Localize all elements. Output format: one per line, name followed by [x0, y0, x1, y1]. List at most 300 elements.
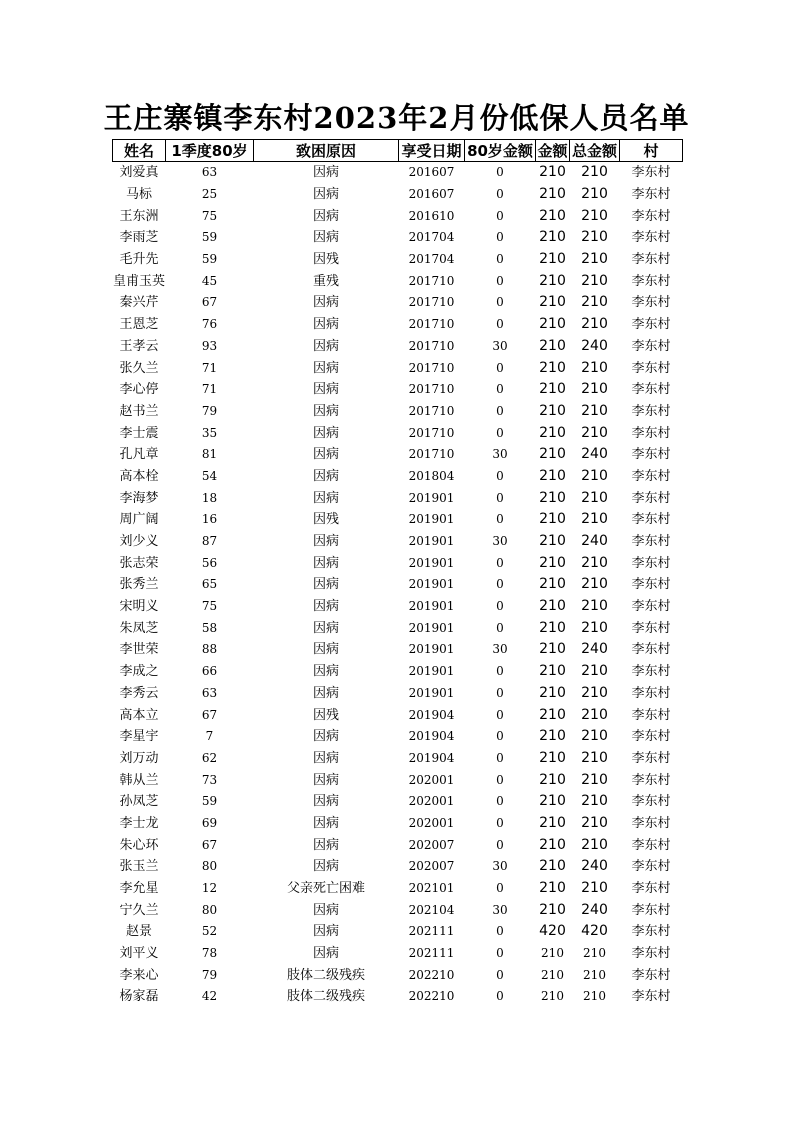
cell-total: 240	[581, 533, 608, 550]
cell-date: 202210	[408, 989, 455, 1004]
cell-amount: 210	[541, 946, 564, 961]
cell-date: 201704	[408, 230, 455, 245]
cell-age: 71	[201, 382, 218, 397]
cell-reason: 因病	[312, 837, 339, 853]
cell-village: 李东村	[631, 989, 671, 1005]
cell-bonus80: 0	[496, 664, 504, 679]
cell-amount: 210	[539, 511, 566, 528]
cell-reason: 因残	[312, 707, 339, 723]
cell-date: 202001	[408, 772, 455, 787]
cell-date: 201904	[408, 707, 455, 722]
cell-date: 202210	[408, 967, 455, 982]
header-name: 姓名	[113, 140, 166, 162]
cell-date: 201901	[408, 642, 455, 657]
cell-date: 201901	[408, 620, 455, 635]
cell-bonus80: 0	[496, 924, 504, 939]
cell-bonus80: 0	[496, 989, 504, 1004]
table-row	[113, 184, 683, 206]
table-row	[113, 466, 683, 488]
cell-date: 201901	[408, 555, 455, 570]
cell-village: 李东村	[631, 685, 671, 701]
cell-reason: 因病	[312, 859, 339, 875]
cell-amount: 210	[539, 641, 566, 658]
cell-age: 62	[201, 750, 218, 765]
cell-village: 李东村	[631, 859, 671, 875]
cell-total: 210	[581, 359, 608, 376]
cell-bonus80: 0	[496, 794, 504, 809]
cell-date: 201710	[408, 338, 455, 353]
cell-name: 李秀云	[119, 685, 159, 701]
cell-name: 王孝云	[119, 338, 159, 354]
cell-amount: 210	[539, 446, 566, 463]
table-body	[113, 162, 683, 1008]
table-row	[113, 856, 683, 878]
cell-total: 240	[581, 446, 608, 463]
cell-name: 李士震	[119, 425, 159, 441]
table-row	[113, 813, 683, 835]
cell-date: 201901	[408, 685, 455, 700]
cell-village: 李东村	[631, 252, 671, 268]
cell-reason: 因病	[312, 490, 339, 506]
cell-total: 210	[581, 771, 608, 788]
cell-age: 73	[201, 772, 218, 787]
cell-bonus80: 0	[496, 360, 504, 375]
cell-date: 202007	[408, 837, 455, 852]
cell-reason: 因病	[312, 750, 339, 766]
table-row	[113, 509, 683, 531]
cell-name: 刘少义	[119, 534, 159, 550]
cell-age: 79	[201, 403, 218, 418]
cell-bonus80: 0	[496, 230, 504, 245]
cell-bonus80: 30	[492, 338, 508, 353]
cell-amount: 210	[539, 164, 566, 181]
cell-total: 210	[583, 946, 606, 961]
cell-reason: 因病	[312, 360, 339, 376]
cell-village: 李东村	[631, 382, 671, 398]
cell-name: 李雨芝	[119, 230, 159, 246]
table-row	[113, 422, 683, 444]
cell-reason: 因病	[312, 664, 339, 680]
cell-date: 201901	[408, 577, 455, 592]
cell-age: 67	[201, 837, 218, 852]
cell-bonus80: 0	[496, 946, 504, 961]
cell-amount: 210	[539, 880, 566, 897]
cell-village: 李东村	[631, 967, 671, 983]
cell-name: 李世荣	[119, 642, 159, 658]
cell-village: 李东村	[631, 729, 671, 745]
cell-village: 李东村	[631, 555, 671, 571]
cell-name: 刘爱真	[119, 165, 159, 181]
table-row	[113, 791, 683, 813]
cell-amount: 210	[539, 814, 566, 831]
cell-bonus80: 0	[496, 512, 504, 527]
cell-reason: 因病	[312, 382, 339, 398]
cell-age: 65	[201, 577, 218, 592]
cell-name: 王恩芝	[119, 317, 159, 333]
cell-date: 201710	[408, 425, 455, 440]
table-row	[113, 943, 683, 965]
cell-reason: 重残	[312, 273, 339, 289]
cell-name: 韩从兰	[119, 772, 159, 788]
cell-amount: 210	[539, 554, 566, 571]
cell-amount: 210	[539, 337, 566, 354]
header-total: 总金额	[570, 140, 620, 162]
cell-total: 210	[581, 598, 608, 615]
cell-reason: 因病	[312, 555, 339, 571]
cell-name: 孙凤芝	[119, 794, 159, 810]
cell-reason: 肢体二级残疾	[286, 989, 365, 1005]
cell-village: 李东村	[631, 187, 671, 203]
cell-age: 87	[201, 534, 218, 549]
cell-total: 210	[581, 402, 608, 419]
cell-village: 李东村	[631, 772, 671, 788]
cell-reason: 因病	[312, 642, 339, 658]
cell-reason: 因病	[312, 187, 339, 203]
cell-amount: 210	[539, 359, 566, 376]
cell-date: 201901	[408, 664, 455, 679]
cell-total: 240	[581, 901, 608, 918]
table-row	[113, 986, 683, 1008]
cell-amount: 210	[539, 229, 566, 246]
cell-reason: 因残	[312, 252, 339, 268]
cell-name: 李海梦	[119, 490, 159, 506]
cell-amount: 210	[539, 272, 566, 289]
table-row	[113, 899, 683, 921]
cell-village: 李东村	[631, 165, 671, 181]
cell-amount: 210	[539, 793, 566, 810]
cell-name: 孔凡章	[119, 447, 159, 463]
cell-amount: 210	[539, 576, 566, 593]
table-row	[113, 748, 683, 770]
cell-name: 李星宇	[119, 729, 159, 745]
cell-age: 25	[201, 187, 218, 202]
cell-bonus80: 0	[496, 317, 504, 332]
cell-total: 210	[581, 251, 608, 268]
cell-reason: 因病	[312, 772, 339, 788]
cell-date: 201804	[408, 468, 455, 483]
cell-reason: 因病	[312, 403, 339, 419]
cell-age: 16	[201, 512, 218, 527]
cell-amount: 210	[539, 836, 566, 853]
cell-total: 210	[581, 728, 608, 745]
cell-total: 240	[581, 641, 608, 658]
table-row	[113, 964, 683, 986]
cell-amount: 210	[539, 858, 566, 875]
cell-age: 45	[201, 273, 218, 288]
table-row	[113, 292, 683, 314]
cell-total: 210	[581, 749, 608, 766]
table-row	[113, 639, 683, 661]
cell-name: 马标	[125, 187, 152, 203]
table-row	[113, 205, 683, 227]
cell-amount: 210	[541, 967, 564, 982]
cell-age: 42	[201, 989, 218, 1004]
table-row	[113, 270, 683, 292]
cell-total: 210	[581, 663, 608, 680]
cell-age: 69	[201, 815, 218, 830]
cell-amount: 210	[539, 728, 566, 745]
cell-village: 李东村	[631, 490, 671, 506]
header-date: 享受日期	[399, 140, 465, 162]
cell-total: 210	[581, 793, 608, 810]
cell-reason: 因病	[312, 685, 339, 701]
table-row	[113, 487, 683, 509]
cell-reason: 因病	[312, 620, 339, 636]
cell-total: 210	[581, 489, 608, 506]
table-row	[113, 227, 683, 249]
cell-amount: 210	[539, 749, 566, 766]
cell-age: 78	[201, 946, 218, 961]
cell-bonus80: 0	[496, 295, 504, 310]
cell-reason: 因病	[312, 468, 339, 484]
cell-name: 张秀兰	[119, 577, 159, 593]
table-row	[113, 444, 683, 466]
cell-amount: 210	[539, 186, 566, 203]
table-row	[113, 379, 683, 401]
cell-date: 201710	[408, 447, 455, 462]
cell-age: 54	[201, 468, 218, 483]
cell-village: 李东村	[631, 230, 671, 246]
cell-reason: 因病	[312, 599, 339, 615]
cell-bonus80: 0	[496, 707, 504, 722]
cell-date: 201710	[408, 273, 455, 288]
cell-name: 刘万动	[119, 750, 159, 766]
cell-date: 202104	[408, 902, 455, 917]
cell-reason: 因病	[312, 165, 339, 181]
cell-total: 240	[581, 337, 608, 354]
cell-village: 李东村	[631, 924, 671, 940]
cell-amount: 210	[539, 294, 566, 311]
cell-reason: 因病	[312, 425, 339, 441]
cell-name: 李允星	[119, 881, 159, 897]
cell-bonus80: 0	[496, 382, 504, 397]
cell-total: 210	[581, 836, 608, 853]
cell-total: 210	[581, 272, 608, 289]
document-title: 王庄寨镇李东村2023年2月份低保人员名单	[103, 101, 690, 135]
cell-total: 210	[581, 814, 608, 831]
cell-amount: 210	[541, 989, 564, 1004]
cell-age: 67	[201, 295, 218, 310]
table-row	[113, 531, 683, 553]
cell-total: 210	[581, 619, 608, 636]
cell-total: 210	[581, 467, 608, 484]
cell-date: 202001	[408, 794, 455, 809]
cell-age: 35	[201, 425, 218, 440]
cell-name: 李士龙	[119, 815, 159, 831]
cell-name: 秦兴芹	[119, 295, 159, 311]
cell-village: 李东村	[631, 360, 671, 376]
cell-age: 80	[201, 902, 218, 917]
cell-village: 李东村	[631, 577, 671, 593]
cell-age: 67	[201, 707, 218, 722]
cell-total: 240	[581, 858, 608, 875]
header-row	[113, 140, 683, 162]
cell-name: 李来心	[119, 967, 159, 983]
cell-reason: 因病	[312, 295, 339, 311]
cell-village: 李东村	[631, 317, 671, 333]
cell-total: 210	[581, 554, 608, 571]
cell-village: 李东村	[631, 468, 671, 484]
cell-name: 周广阔	[119, 512, 159, 528]
cell-village: 李东村	[631, 620, 671, 636]
cell-total: 210	[581, 424, 608, 441]
cell-age: 79	[201, 967, 218, 982]
cell-amount: 210	[539, 207, 566, 224]
cell-amount: 210	[539, 489, 566, 506]
cell-date: 202001	[408, 815, 455, 830]
header-amount: 金额	[537, 141, 568, 160]
table-row	[113, 336, 683, 358]
cell-amount: 210	[539, 402, 566, 419]
cell-village: 李东村	[631, 642, 671, 658]
cell-name: 王东洲	[119, 208, 159, 224]
cell-date: 202101	[408, 881, 455, 896]
cell-date: 201710	[408, 317, 455, 332]
cell-village: 李东村	[631, 403, 671, 419]
cell-bonus80: 0	[496, 599, 504, 614]
cell-date: 201901	[408, 512, 455, 527]
cell-age: 59	[201, 794, 218, 809]
cell-name: 高本栓	[119, 468, 159, 484]
table-row	[113, 357, 683, 379]
cell-bonus80: 0	[496, 837, 504, 852]
cell-name: 毛升先	[119, 252, 159, 268]
cell-reason: 因病	[312, 902, 339, 918]
cell-village: 李东村	[631, 534, 671, 550]
cell-age: 71	[201, 360, 218, 375]
cell-total: 420	[581, 923, 608, 940]
cell-reason: 因病	[312, 534, 339, 550]
cell-bonus80: 0	[496, 881, 504, 896]
cell-name: 李心停	[119, 382, 159, 398]
cell-village: 李东村	[631, 707, 671, 723]
cell-name: 朱心环	[119, 837, 159, 853]
cell-village: 李东村	[631, 794, 671, 810]
cell-date: 201901	[408, 599, 455, 614]
cell-name: 赵书兰	[119, 403, 159, 419]
cell-age: 66	[201, 664, 218, 679]
table-row	[113, 249, 683, 271]
cell-bonus80: 0	[496, 772, 504, 787]
cell-village: 李东村	[631, 338, 671, 354]
table-row	[113, 314, 683, 336]
header-reason: 致困原因	[254, 140, 399, 162]
cell-bonus80: 30	[492, 534, 508, 549]
cell-village: 李东村	[631, 837, 671, 853]
table-row	[113, 683, 683, 705]
cell-date: 202111	[408, 946, 455, 961]
cell-age: 63	[201, 165, 218, 180]
cell-reason: 因残	[312, 512, 339, 528]
table-row	[113, 834, 683, 856]
cell-amount: 210	[539, 533, 566, 550]
cell-bonus80: 0	[496, 252, 504, 267]
table-row	[113, 704, 683, 726]
cell-name: 刘平义	[119, 946, 159, 962]
cell-village: 李东村	[631, 815, 671, 831]
cell-total: 210	[581, 207, 608, 224]
cell-total: 210	[581, 294, 608, 311]
cell-amount: 210	[539, 771, 566, 788]
cell-date: 201607	[408, 165, 455, 180]
cell-age: 81	[201, 447, 218, 462]
cell-age: 75	[201, 208, 218, 223]
cell-reason: 肢体二级残疾	[286, 967, 365, 983]
cell-reason: 因病	[312, 230, 339, 246]
cell-age: 88	[201, 642, 218, 657]
cell-amount: 420	[539, 923, 566, 940]
cell-amount: 210	[539, 619, 566, 636]
cell-name: 赵景	[125, 924, 152, 940]
cell-date: 201704	[408, 252, 455, 267]
cell-amount: 210	[539, 598, 566, 615]
cell-total: 210	[581, 164, 608, 181]
cell-amount: 210	[539, 706, 566, 723]
cell-total: 210	[581, 684, 608, 701]
cell-village: 李东村	[631, 599, 671, 615]
cell-village: 李东村	[631, 295, 671, 311]
header-age: 1季度80岁	[166, 140, 254, 162]
cell-reason: 因病	[312, 447, 339, 463]
cell-amount: 210	[539, 663, 566, 680]
cell-name: 李成之	[119, 664, 159, 680]
cell-name: 张志荣	[119, 555, 159, 571]
cell-name: 宁久兰	[119, 902, 159, 918]
cell-village: 李东村	[631, 664, 671, 680]
table-row	[113, 878, 683, 900]
cell-age: 93	[201, 338, 218, 353]
table-row	[113, 726, 683, 748]
cell-date: 201607	[408, 187, 455, 202]
cell-amount: 210	[539, 251, 566, 268]
cell-reason: 因病	[312, 338, 339, 354]
cell-bonus80: 0	[496, 815, 504, 830]
cell-bonus80: 0	[496, 729, 504, 744]
cell-age: 75	[201, 599, 218, 614]
cell-date: 201710	[408, 403, 455, 418]
cell-total: 210	[581, 511, 608, 528]
cell-bonus80: 0	[496, 490, 504, 505]
cell-bonus80: 0	[496, 750, 504, 765]
cell-reason: 因病	[312, 815, 339, 831]
cell-bonus80: 0	[496, 187, 504, 202]
cell-age: 59	[201, 252, 218, 267]
cell-age: 52	[201, 924, 218, 939]
cell-village: 李东村	[631, 273, 671, 289]
cell-age: 63	[201, 685, 218, 700]
cell-bonus80: 0	[496, 273, 504, 288]
cell-age: 76	[201, 317, 218, 332]
cell-age: 80	[201, 859, 218, 874]
cell-bonus80: 0	[496, 403, 504, 418]
cell-amount: 210	[539, 684, 566, 701]
cell-date: 202007	[408, 859, 455, 874]
cell-reason: 因病	[312, 924, 339, 940]
cell-date: 202111	[408, 924, 455, 939]
cell-total: 210	[581, 576, 608, 593]
cell-date: 201901	[408, 490, 455, 505]
cell-total: 210	[581, 381, 608, 398]
cell-date: 201904	[408, 750, 455, 765]
cell-reason: 因病	[312, 577, 339, 593]
table-row	[113, 661, 683, 683]
cell-date: 201904	[408, 729, 455, 744]
cell-name: 高本立	[119, 707, 159, 723]
cell-amount: 210	[539, 424, 566, 441]
cell-name: 张玉兰	[119, 859, 159, 875]
cell-name: 张久兰	[119, 360, 159, 376]
table-row	[113, 401, 683, 423]
